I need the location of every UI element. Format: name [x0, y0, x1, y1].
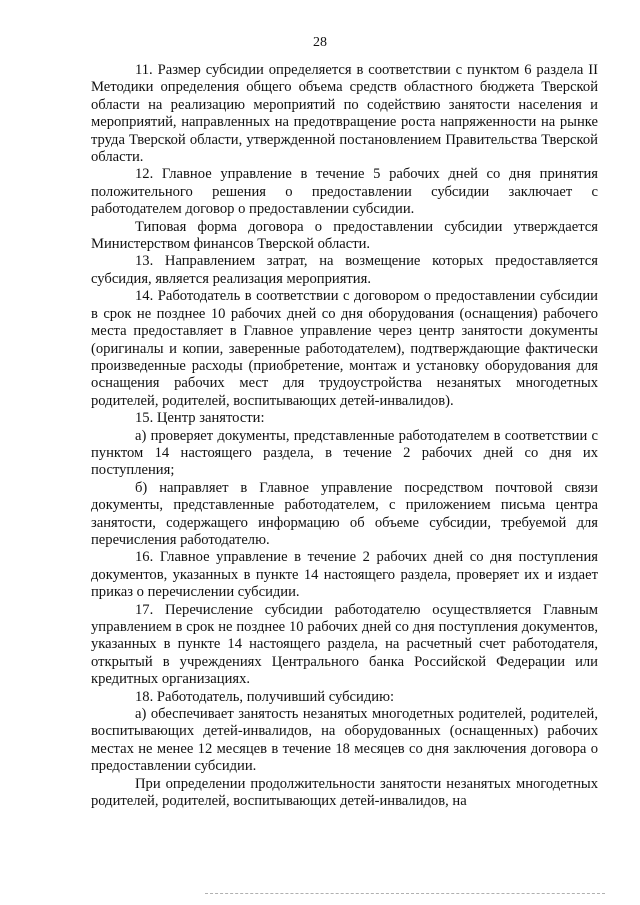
paragraph-15-heading: 15. Центр занятости:	[135, 410, 265, 427]
paragraph-15b: б) направляет в Главное управление посредством почтовой связи документы, представленные работодателем, с приложением письма центра занятости, содержащего информацию об объеме субсидии, требуемой для перечисления работодателю.	[91, 479, 598, 548]
page-bottom-divider	[205, 893, 605, 894]
paragraph-18-heading: 18. Работодатель, получивший субсидию:	[135, 688, 395, 705]
paragraph-15a: а) проверяет документы, представленные работодателем в соответствии с пунктом 14 настоящего раздела, в течение 2 рабочих дней со дня их поступления;	[91, 427, 598, 479]
paragraph-17-transfer: 17. Перечисление субсидии работодателю осуществляется Главным управлением в срок не позднее 10 рабочих дней со дня поступления документов, указанных в пункте 14 настоящего раздела, на расчетный счет работодателя, открытый в учреждениях Центрального банка Российской Федерации или кредитных организациях.	[91, 601, 598, 688]
paragraph-18a: а) обеспечивает занятость незанятых многодетных родителей, родителей, воспитывающих детей-инвалидов, на оборудованных (оснащенных) рабочих местах не менее 12 месяцев в течение 18 месяцев со дня заключения договора о предоставлении субсидии.	[91, 706, 598, 775]
paragraph-14-documents: 14. Работодатель в соответствии с договором о предоставлении субсидии в срок не позднее 10 рабочих дней со дня оборудования (оснащения) рабочего места предоставляет в Главное управление через центр занятости документы (оригиналы и копии, заверенные работодателем), подтверждающие фактически произведенные расходы (приобретение, монтаж и установку оборудования для оснащения рабочих мест для трудоустройства незанятых многодетных родителей, родителей, воспитывающих детей-инвалидов).	[91, 288, 598, 409]
paragraph-11-subsidy-amount: 11. Размер субсидии определяется в соответствии с пунктом 6 раздела II Методики определения общего объема средств областного бюджета Тверской области на реализацию мероприятий по содействию занятости населения и мероприятий, направленных на предотвращение роста напряженности на рынке труда Тверской области, утвержденной постановлением Правительства Тверской области.	[91, 62, 598, 166]
page-number: 28	[313, 35, 327, 50]
paragraph-standard-form: Типовая форма договора о предоставлении субсидии утверждается Министерством финансов Тверской области.	[91, 218, 598, 253]
document-body	[91, 62, 598, 810]
paragraph-13-costs: 13. Направлением затрат, на возмещение которых предоставляется субсидия, является реализация мероприятия.	[91, 253, 598, 287]
paragraph-12-agreement: 12. Главное управление в течение 5 рабочих дней со дня принятия положительного решения о предоставлении субсидии заключает с работодателем договор о предоставлении субсидии.	[91, 166, 598, 218]
paragraph-duration: При определении продолжительности занятости незанятых многодетных родителей, родителей, воспитывающих детей-инвалидов, на	[91, 775, 598, 810]
paragraph-16-order: 16. Главное управление в течение 2 рабочих дней со дня поступления документов, указанных в пункте 14 настоящего раздела, проверяет их и издает приказ о перечислении субсидии.	[91, 549, 598, 601]
